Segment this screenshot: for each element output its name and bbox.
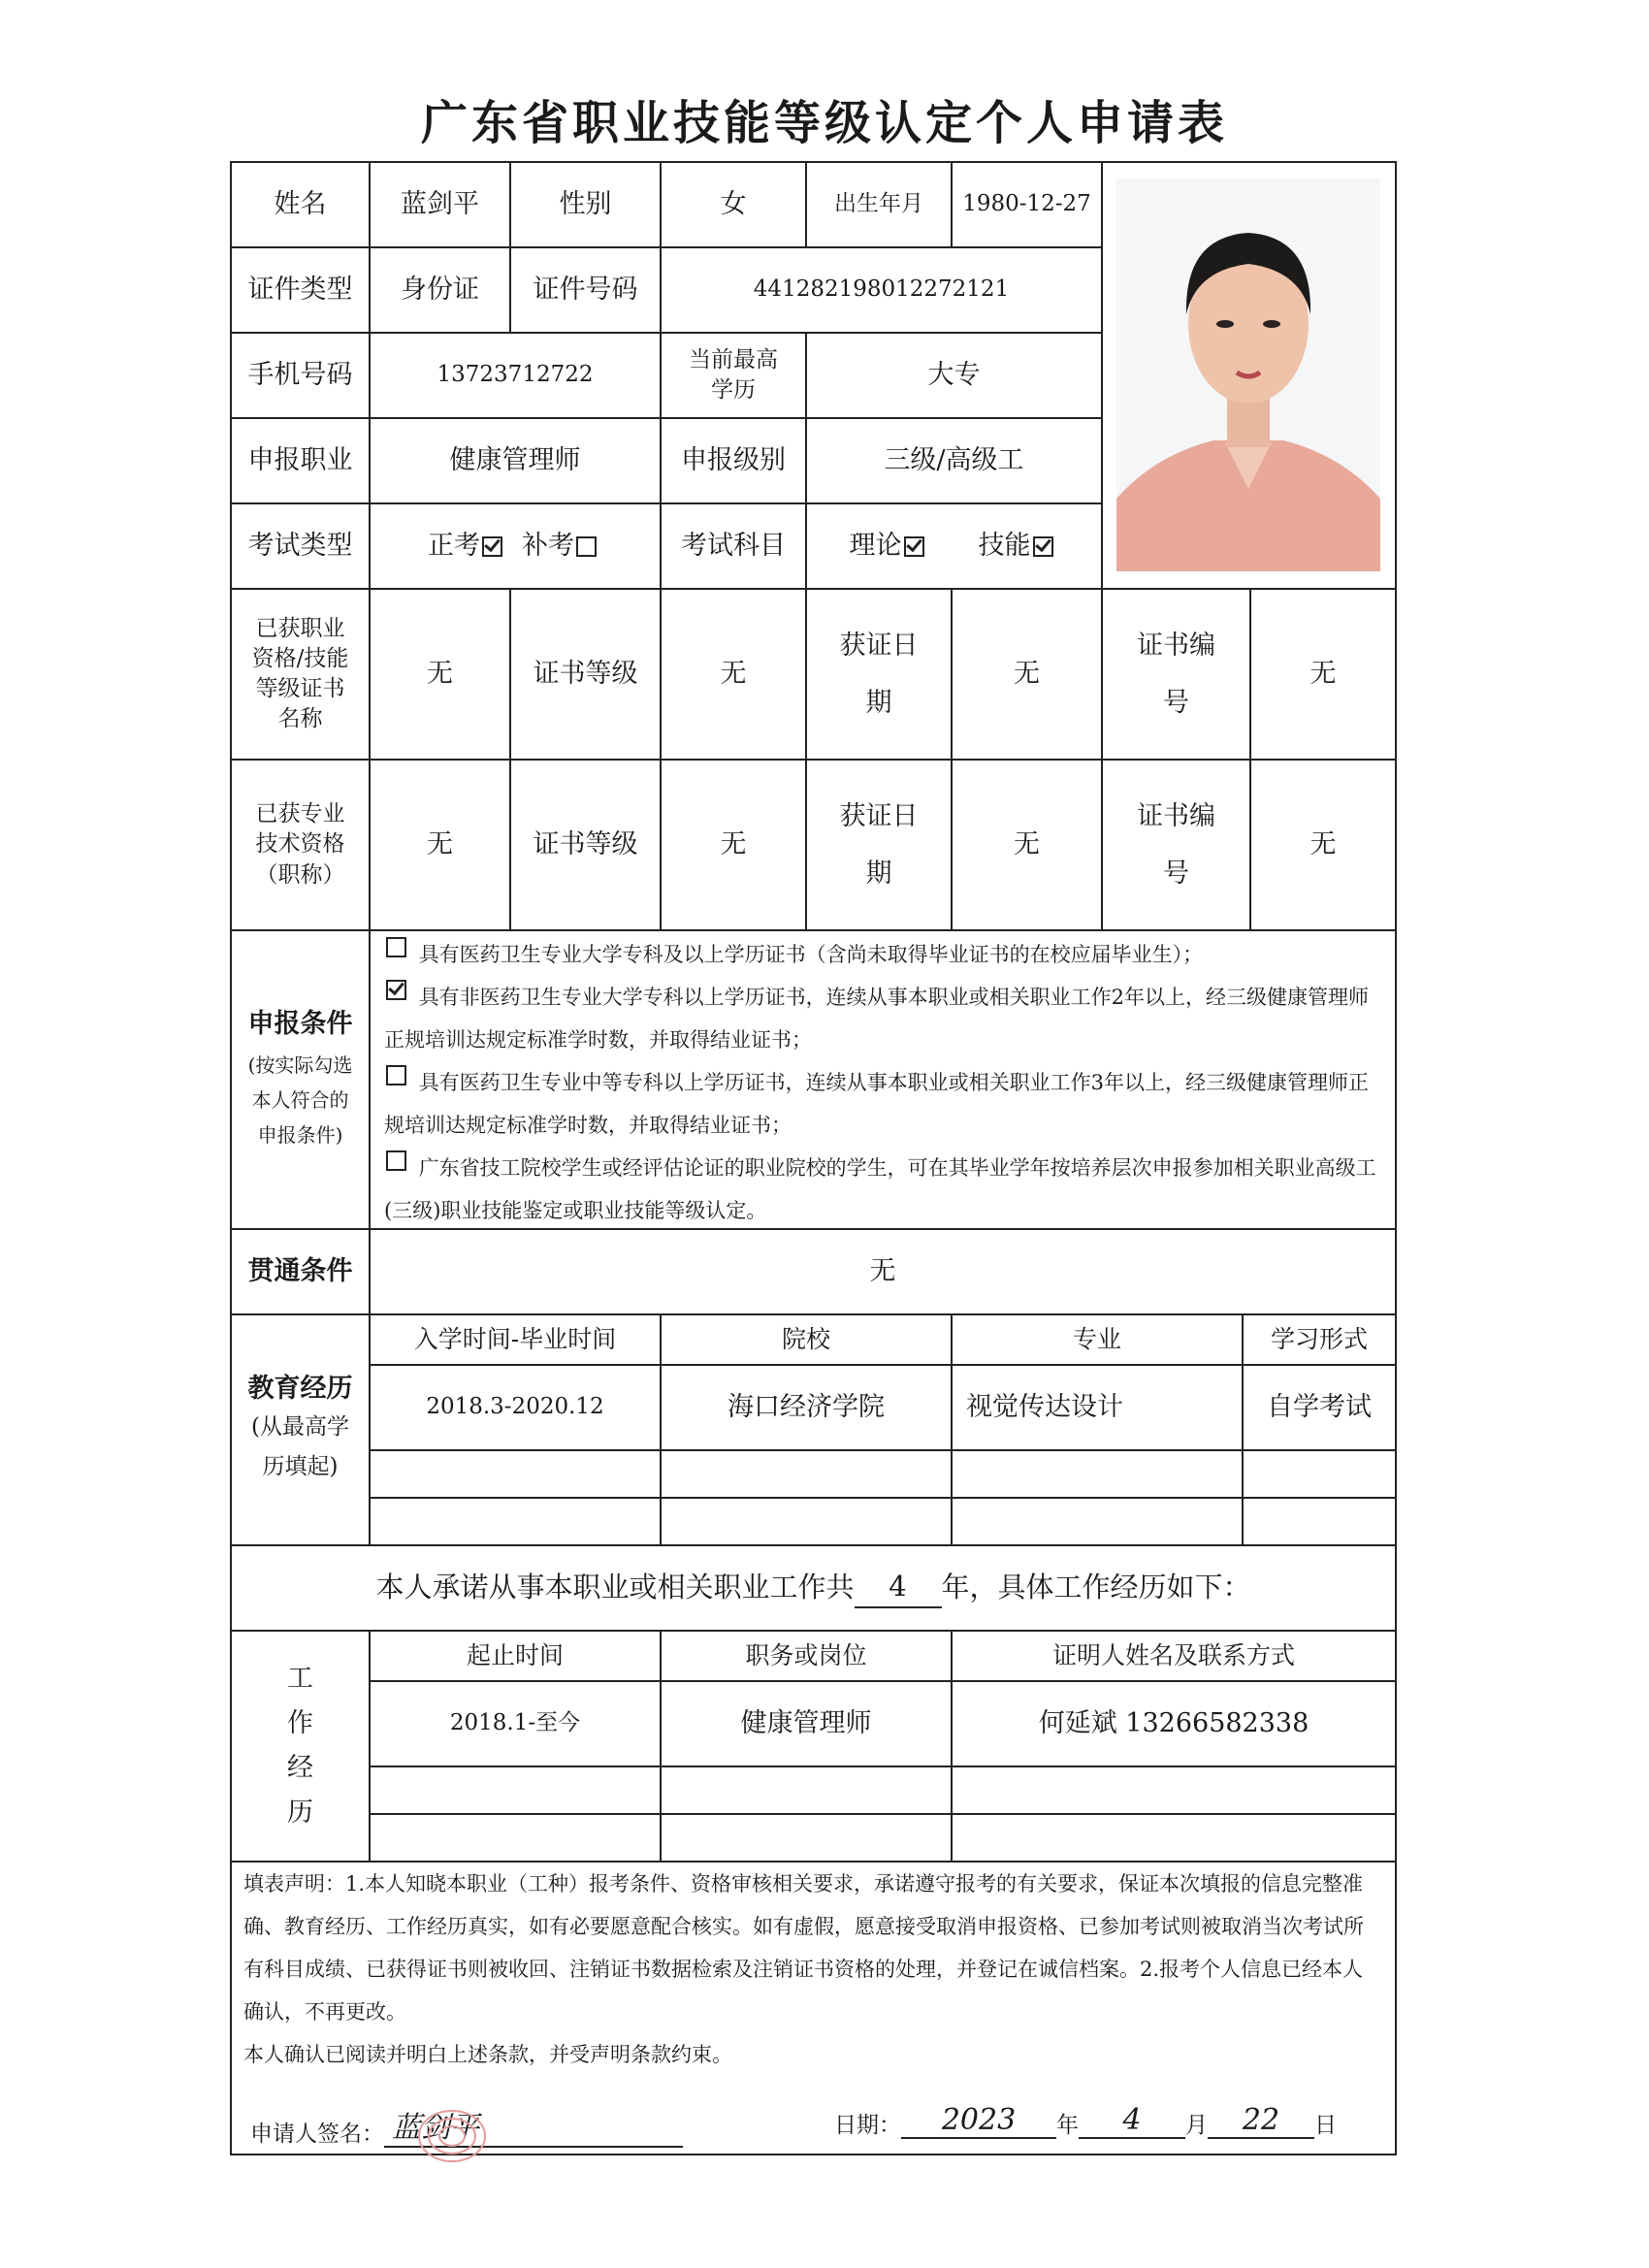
education-label: 当前最高学历	[662, 334, 807, 419]
application-form	[230, 161, 1397, 2155]
vocational-cert-date-label: 获证日期	[807, 590, 953, 761]
exam-type-regular-checkbox[interactable]	[482, 536, 502, 557]
name-value[interactable]: 蓝剑平	[371, 163, 511, 248]
date-row	[834, 2103, 1337, 2139]
id-no-value[interactable]: 441282198012272121	[662, 248, 1103, 334]
professional-cert-grade-label: 证书等级	[511, 761, 662, 931]
condition-text: 具有非医药卫生专业大学专科以上学历证书，连续从事本职业或相关职业工作2年以上，经三级健康管理师正规培训达规定标准学时数，并取得结业证书；	[384, 986, 1370, 1052]
year-unit: 年	[1056, 2113, 1079, 2138]
commitment-years[interactable]: 4	[855, 1568, 942, 1607]
condition-1-checkbox[interactable]	[386, 937, 406, 957]
condition-text: 具有医药卫生专业大学专科及以上学历证书（含尚未取得毕业证书的在校应届毕业生）；	[418, 943, 1204, 966]
vocational-cert-no-label: 证书编号	[1103, 590, 1251, 761]
professional-cert-no[interactable]: 无	[1251, 761, 1395, 931]
work-empty-cell[interactable]	[371, 1767, 662, 1815]
declaration-confirm: 本人确认已阅读并明白上述条款，并受声明条款约束。	[243, 2043, 732, 2066]
professional-cert-label: 已获专业技术资格（职称）	[232, 761, 371, 931]
edu-empty-cell[interactable]	[953, 1451, 1244, 1499]
edu-row-school[interactable]: 海口经济学院	[662, 1366, 953, 1451]
work-history-label: 工作经历	[232, 1632, 371, 1863]
condition-item	[384, 1061, 1381, 1147]
vocational-cert-label: 已获职业资格/技能等级证书名称	[232, 590, 371, 761]
professional-cert-date-label: 获证日期	[807, 761, 953, 931]
through-label: 贯通条件	[232, 1230, 371, 1315]
handwritten-signature: 蓝剑平	[392, 2111, 479, 2145]
gender-label: 性别	[511, 163, 662, 248]
work-row-period[interactable]: 2018.1-至今	[371, 1682, 662, 1767]
month-unit: 月	[1185, 2113, 1208, 2138]
work-header-position: 职务或岗位	[662, 1632, 953, 1682]
work-empty-cell[interactable]	[662, 1767, 953, 1815]
professional-cert-date[interactable]: 无	[953, 761, 1103, 931]
exam-type-makeup-checkbox[interactable]	[576, 536, 597, 557]
work-empty-cell[interactable]	[953, 1815, 1395, 1863]
work-header-period: 起止时间	[371, 1632, 662, 1682]
education-value[interactable]: 大专	[807, 334, 1103, 419]
edu-empty-cell[interactable]	[662, 1499, 953, 1546]
occupation-value[interactable]: 健康管理师	[371, 419, 662, 504]
edu-empty-cell[interactable]	[1244, 1451, 1395, 1499]
date-month[interactable]: 4	[1079, 2103, 1185, 2139]
name-label: 姓名	[232, 163, 371, 248]
declaration-text: 填表声明：1.本人知晓本职业（工种）报考条件、资格审核相关要求，承诺遵守报考的有关要求，保证本次填报的信息完整准确、教育经历、工作经历真实，如有必要愿意配合核实。如有虚假，愿意接受取消申报资格、已参加考试则被取消当次考试所有科目成绩、已获得证书则被收回、注销证书数据检索及注销证书资格的处理，并登记在诚信档案。2.报考个人信息已经本人确认，不再更改。	[243, 1872, 1364, 2024]
vocational-cert-date[interactable]: 无	[953, 590, 1103, 761]
commitment-after: 年，具体工作经历如下：	[941, 1571, 1251, 1604]
exam-type-label: 考试类型	[232, 504, 371, 590]
condition-item	[384, 976, 1381, 1061]
edu-empty-cell[interactable]	[1244, 1499, 1395, 1546]
signature-field[interactable]	[384, 2103, 683, 2148]
birth-value[interactable]: 1980-12-27	[953, 163, 1103, 248]
conditions-label: 申报条件	[247, 1008, 353, 1039]
vocational-cert-name[interactable]: 无	[371, 590, 511, 761]
edu-row-period[interactable]: 2018.3-2020.12	[371, 1366, 662, 1451]
exam-subject-label: 考试科目	[662, 504, 807, 590]
condition-4-checkbox[interactable]	[386, 1150, 406, 1171]
edu-history-label: 教育经历	[247, 1374, 353, 1405]
vocational-cert-grade-label: 证书等级	[511, 590, 662, 761]
work-row-contact[interactable]: 何延斌 13266582338	[953, 1682, 1395, 1767]
id-type-value[interactable]: 身份证	[371, 248, 511, 334]
sign-label: 申请人签名：	[250, 2122, 384, 2147]
professional-cert-grade[interactable]: 无	[662, 761, 807, 931]
commitment-before: 本人承诺从事本职业或相关职业工作共	[375, 1571, 855, 1604]
date-year[interactable]: 2023	[901, 2103, 1056, 2139]
date-day[interactable]: 22	[1208, 2103, 1314, 2139]
work-row-position[interactable]: 健康管理师	[662, 1682, 953, 1767]
edu-header-period: 入学时间-毕业时间	[371, 1315, 662, 1366]
vocational-cert-grade[interactable]: 无	[662, 590, 807, 761]
vocational-cert-no[interactable]: 无	[1251, 590, 1395, 761]
condition-text: 具有医药卫生专业中等专科以上学历证书，连续从事本职业或相关职业工作3年以上，经三级健康管理师正规培训达规定标准学时数，并取得结业证书；	[384, 1071, 1370, 1137]
exam-subject-options	[807, 504, 1103, 590]
professional-cert-no-label: 证书编号	[1103, 761, 1251, 931]
level-value[interactable]: 三级/高级工	[807, 419, 1103, 504]
conditions-note: (按实际勾选本人符合的申报条件)	[247, 1053, 353, 1148]
applicant-photo	[1116, 178, 1380, 571]
exam-subject-option: 理论	[849, 530, 902, 561]
edu-empty-cell[interactable]	[953, 1499, 1244, 1546]
exam-subject-option: 技能	[978, 530, 1031, 561]
id-type-label: 证件类型	[232, 248, 371, 334]
edu-row-mode[interactable]: 自学考试	[1244, 1366, 1395, 1451]
edu-header-mode: 学习形式	[1244, 1315, 1395, 1366]
conditions-label-cell	[232, 931, 371, 1230]
conditions-list	[371, 931, 1395, 1230]
through-value[interactable]: 无	[371, 1230, 1395, 1315]
condition-item	[384, 933, 1381, 976]
occupation-label: 申报职业	[232, 419, 371, 504]
photo-cell	[1103, 163, 1395, 590]
level-label: 申报级别	[662, 419, 807, 504]
birth-label: 出生年月	[807, 163, 953, 248]
exam-type-option: 补考	[522, 530, 574, 561]
exam-type-option: 正考	[428, 530, 480, 561]
condition-3-checkbox[interactable]	[386, 1065, 406, 1085]
condition-2-checkbox[interactable]	[386, 980, 406, 1000]
edu-empty-cell[interactable]	[371, 1451, 662, 1499]
exam-subject-skill-checkbox[interactable]	[1033, 536, 1053, 557]
work-empty-cell[interactable]	[662, 1815, 953, 1863]
edu-header-major: 专业	[953, 1315, 1244, 1366]
work-empty-cell[interactable]	[371, 1815, 662, 1863]
day-unit: 日	[1314, 2113, 1337, 2138]
edu-empty-cell[interactable]	[662, 1451, 953, 1499]
date-label: 日期：	[834, 2113, 901, 2138]
portrait-image	[1116, 178, 1380, 571]
exam-type-options	[371, 504, 662, 590]
work-header-contact: 证明人姓名及联系方式	[953, 1632, 1395, 1682]
gender-value[interactable]: 女	[662, 163, 807, 248]
edu-empty-cell[interactable]	[371, 1499, 662, 1546]
edu-history-note: (从最高学历填起)	[251, 1413, 349, 1480]
work-empty-cell[interactable]	[953, 1767, 1395, 1815]
id-no-label: 证件号码	[511, 248, 662, 334]
condition-text: 广东省技工院校学生或经评估论证的职业院校的学生，可在其毕业学年按培养层次申报参加相关职业高级工(三级)职业技能鉴定或职业技能等级认定。	[384, 1156, 1376, 1222]
phone-label: 手机号码	[232, 334, 371, 419]
edu-row-major[interactable]: 视觉传达设计	[953, 1366, 1244, 1451]
commitment-line	[232, 1546, 1395, 1632]
fingerprint-icon	[413, 2107, 491, 2165]
edu-header-school: 院校	[662, 1315, 953, 1366]
phone-value[interactable]: 13723712722	[371, 334, 662, 419]
professional-cert-name[interactable]: 无	[371, 761, 511, 931]
condition-item	[384, 1147, 1381, 1232]
signature-row	[250, 2103, 683, 2148]
page-title: 广东省职业技能等级认定个人申请表	[420, 96, 1228, 150]
education-label-cell	[232, 1315, 371, 1546]
exam-subject-theory-checkbox[interactable]	[904, 536, 924, 557]
